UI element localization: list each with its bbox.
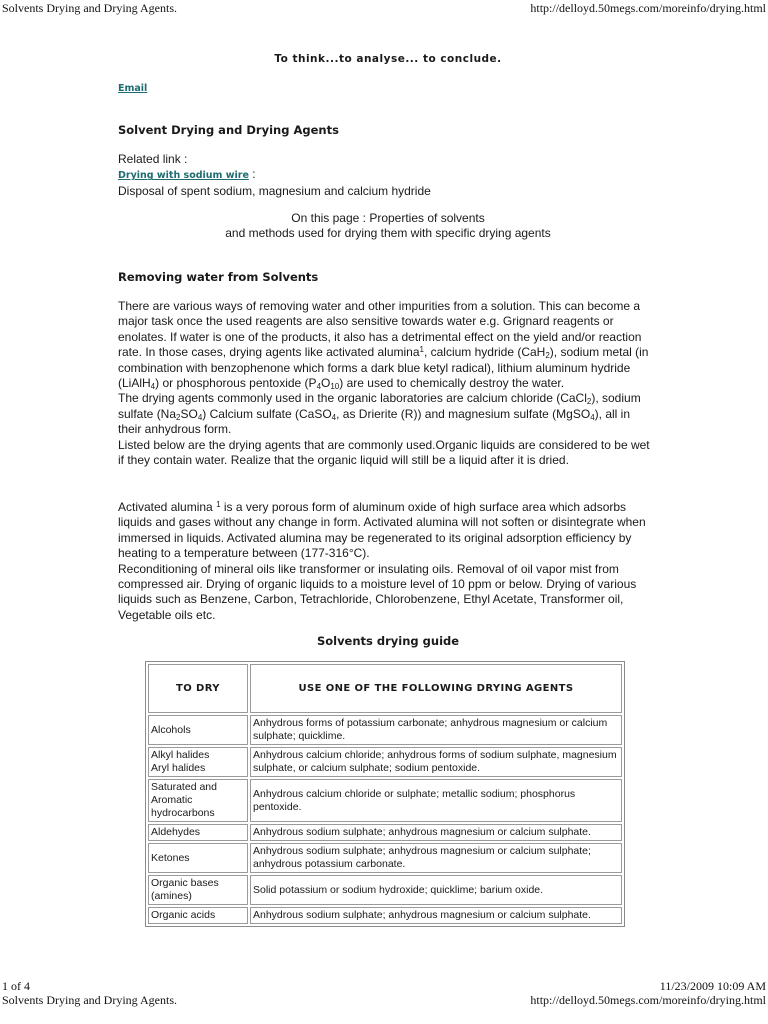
table-row [148, 747, 622, 777]
print-page-number: 1 of 4 [2, 979, 30, 993]
to-dry-cell: Alkyl halides Aryl halides [148, 747, 248, 777]
agents-cell: Anhydrous sodium sulphate; anhydrous magnesium or calcium sulphate; anhydrous potassium carbonate. [250, 843, 622, 873]
print-header-title: Solvents Drying and Drying Agents. [2, 1, 177, 15]
print-footer-line1 [0, 979, 768, 993]
agents-cell: Anhydrous calcium chloride or sulphate; metallic sodium; phosphorus pentoxide. [250, 779, 622, 822]
table-row [148, 875, 622, 905]
to-dry-cell: Organic bases (amines) [148, 875, 248, 905]
print-header [0, 1, 768, 17]
col-header-to-dry: TO DRY [148, 664, 248, 713]
table-row [148, 843, 622, 873]
table-row [148, 824, 622, 841]
to-dry-cell: Saturated and Aromatic hydrocarbons [148, 779, 248, 822]
to-dry-cell: Alcohols [148, 715, 248, 745]
activated-alumina-paragraph: Activated alumina $^1$ is a very porous form of aluminum oxide of high surface area which adsorbs liquids and gases without any change in form. Activated alumina will not soften or disintegrate when immersed in liquids. Activated alumina may be regenerated to its original adsorption efficiency by heating to a temperature between (177-316°C). Reconditioning of mineral oils like transformer or insulating oils. Removal of oil vapor mist from compressed air. Drying of organic liquids to a moisture level of 10 ppm or below. Drying of various liquids such as Benzene, Carbon, Tetrachloride, Chlorobenzene, Ethyl Acetate, Transformer oil, Vegetable oils etc. [118, 500, 646, 622]
agents-cell: Anhydrous forms of potassium carbonate; anhydrous magnesium or calcium sulphate; quicklime. [250, 715, 622, 745]
to-dry-cell: Aldehydes [148, 824, 248, 841]
related-link-suffix: : [248, 167, 256, 182]
on-this-page-line1: On this page : Properties of solvents [291, 211, 485, 225]
on-this-page [118, 211, 658, 242]
table-row [148, 715, 622, 745]
drying-guide-title: Solvents drying guide [316, 634, 460, 648]
to-dry-cell: Ketones [148, 843, 248, 873]
agents-cell: Anhydrous calcium chloride; anhydrous forms of sodium sulphate, magnesium sulphate, or calcium sulphate; sodium pentoxide. [250, 747, 622, 777]
agents-cell: Solid potassium or sodium hydroxide; quicklime; barium oxide. [250, 875, 622, 905]
disposal-text: Disposal of spent sodium, magnesium and calcium hydride [118, 183, 431, 198]
page-title: Solvent Drying and Drying Agents [118, 123, 339, 137]
table-row [148, 779, 622, 822]
related-link-line [118, 167, 431, 183]
drying-guide-table [145, 661, 625, 927]
table-header-row [148, 664, 622, 713]
related-links [118, 152, 431, 199]
print-datetime: 11/23/2009 10:09 AM [659, 979, 766, 993]
print-footer-url: http://delloyd.50megs.com/moreinfo/drying.html [530, 993, 766, 1007]
removing-water-paragraph: There are various ways of removing water and other impurities from a solution. This can become a major task once the used reagents are also sensitive towards water e.g. Grignard reagents or enolates. If water is one of the products, it also has a detrimental effect on the yield and/or reaction rate. In those cases, drying agents like activated alumina$^1$, calcium hydride (CaH$_2$), sodium metal (in combination with benzophenone which forms a dark blue ketyl radical), lithium aluminum hydride (LiAlH$_4$) or phosphorous pentoxide $(P_4O_{10})$ are used to chemically destroy the water. The drying agents commonly used in the organic laboratories are calcium chloride (CaCl$_2$), sodium sulfate $(Na_2SO_4)$ Calcium sulfate (CaSO$_4$, as Drierite (R)) and magnesium sulfate (MgSO$_4$), all in their anhydrous form. Listed below are the drying agents that are commonly used.Organic liquids are considered to be wet if they contain water. Realize that the organic liquid will still be a liquid after it is dried. [118, 299, 650, 468]
agents-cell: Anhydrous sodium sulphate; anhydrous magnesium or calcium sulphate. [250, 824, 622, 841]
table-row [148, 907, 622, 924]
sodium-wire-link[interactable]: Drying with sodium wire [118, 170, 249, 182]
print-header-url: http://delloyd.50megs.com/moreinfo/drying.html [530, 1, 766, 15]
col-header-drying-agents: USE ONE OF THE FOLLOWING DRYING AGENTS [250, 664, 622, 713]
tagline: To think...to analyse... to conclude. [274, 53, 502, 65]
print-footer-title: Solvents Drying and Drying Agents. [2, 993, 177, 1007]
print-footer-line2 [0, 993, 768, 1009]
email-link[interactable]: Email [118, 83, 148, 94]
section-heading: Removing water from Solvents [118, 270, 319, 284]
agents-cell: Anhydrous sodium sulphate; anhydrous magnesium or calcium sulphate. [250, 907, 622, 924]
to-dry-cell: Organic acids [148, 907, 248, 924]
on-this-page-line2: and methods used for drying them with specific drying agents [225, 226, 551, 241]
related-label: Related link : [118, 152, 188, 166]
